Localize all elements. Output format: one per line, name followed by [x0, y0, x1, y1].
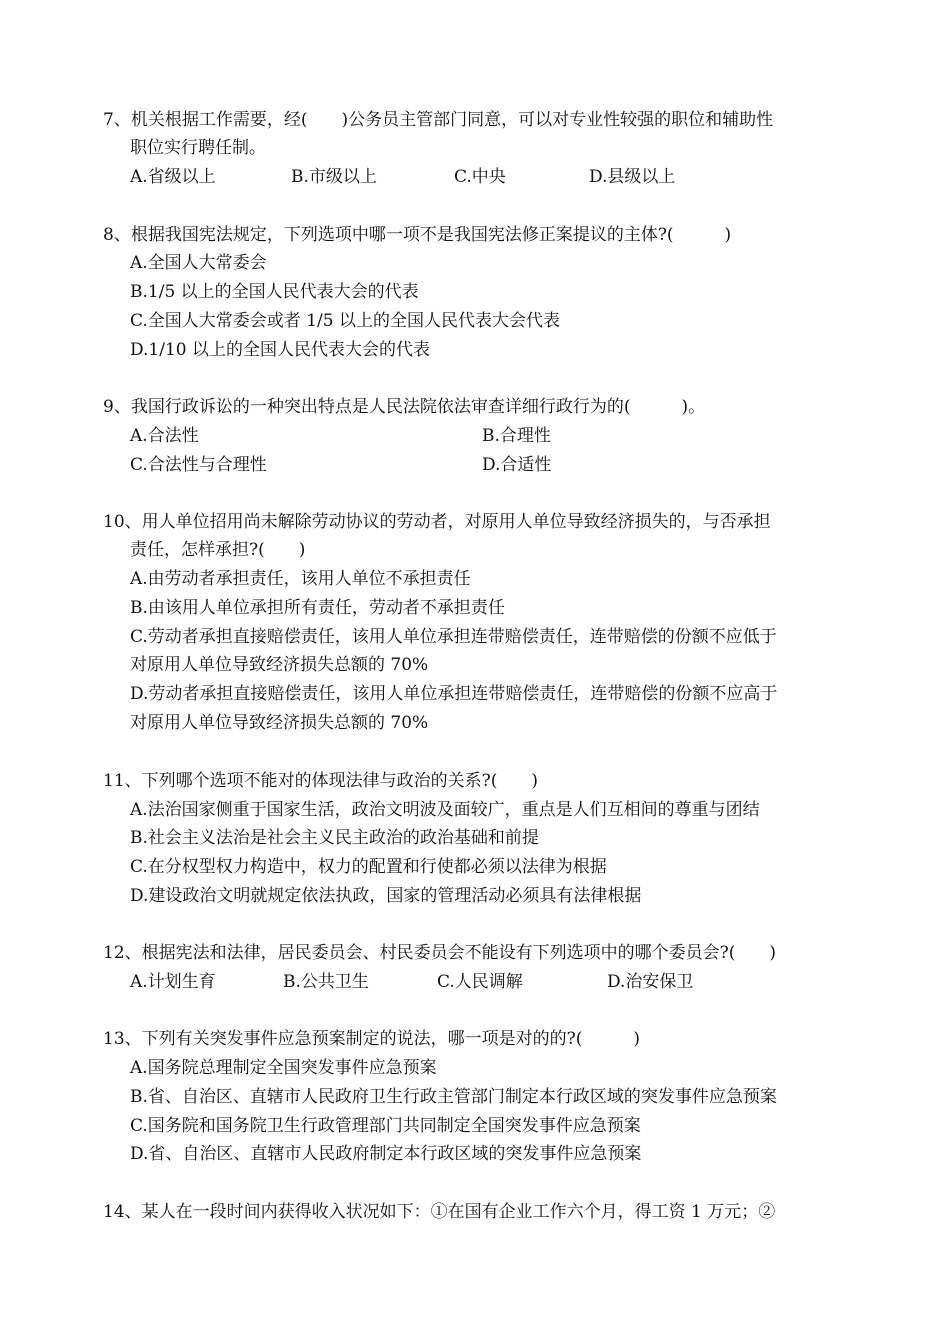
question-7-option-d: D.县级以上 [589, 167, 676, 187]
question-7-option-c: C.中央 [454, 167, 506, 187]
question-11-option-c: C.在分权型权力构造中，权力的配置和行使都必须以法律为根据 [130, 857, 607, 877]
question-8-option-d: D.1/10 以上的全国人民代表大会的代表 [130, 340, 431, 360]
question-10-option-c-cont: 对原用人单位导致经济损失总额的 70% [130, 655, 429, 675]
question-14-stem: 14、某人在一段时间内获得收入状况如下：①在国有企业工作六个月，得工资 1 万元；② [103, 1202, 776, 1222]
question-10-stem: 10、用人单位招用尚未解除劳动协议的劳动者，对原用人单位导致经济损失的，与否承担 [103, 512, 771, 532]
question-13-option-c: C.国务院和国务院卫生行政管理部门共同制定全国突发事件应急预案 [130, 1116, 641, 1136]
question-13-stem: 13、下列有关突发事件应急预案制定的说法，哪一项是对的的?( ) [103, 1029, 641, 1049]
question-7-option-b: B.市级以上 [291, 167, 377, 187]
question-11-option-a: A.法治国家侧重于国家生活，政治文明波及面较广，重点是人们互相间的尊重与团结 [130, 800, 760, 820]
question-12-option-d: D.治安保卫 [607, 972, 694, 992]
question-13-option-d: D.省、自治区、直辖市人民政府制定本行政区域的突发事件应急预案 [130, 1144, 642, 1164]
question-10-option-c: C.劳动者承担直接赔偿责任，该用人单位承担连带赔偿责任，连带赔偿的份额不应低于 [130, 627, 777, 647]
question-8-option-c: C.全国人大常委会或者 1/5 以上的全国人民代表大会代表 [130, 311, 560, 331]
question-9-option-b: B.合理性 [482, 426, 551, 446]
question-10-stem-cont: 责任，怎样承担?( ) [130, 540, 306, 560]
question-12-option-c: C.人民调解 [437, 972, 523, 992]
question-8-option-a: A.全国人大常委会 [130, 253, 267, 273]
question-12-option-a: A.计划生育 [130, 972, 216, 992]
question-7-option-a: A.省级以上 [130, 167, 216, 187]
question-11-stem: 11、下列哪个选项不能对的体现法律与政治的关系?( ) [103, 771, 539, 791]
question-10-option-a: A.由劳动者承担责任，该用人单位不承担责任 [130, 569, 471, 589]
question-10-option-d: D.劳动者承担直接赔偿责任，该用人单位承担连带赔偿责任，连带赔偿的份额不应高于 [130, 684, 778, 704]
question-13-option-a: A.国务院总理制定全国突发事件应急预案 [130, 1058, 437, 1078]
question-9-stem: 9、我国行政诉讼的一种突出特点是人民法院依法审查详细行政行为的( )。 [103, 397, 706, 417]
question-12-stem: 12、根据宪法和法律，居民委员会、村民委员会不能设有下列选项中的哪个委员会?( ) [103, 943, 777, 963]
question-7-stem: 7、机关根据工作需要，经( )公务员主管部门同意，可以对专业性较强的职位和辅助性 [103, 110, 774, 130]
question-8-option-b: B.1/5 以上的全国人民代表大会的代表 [130, 282, 419, 302]
question-7-stem-cont: 职位实行聘任制。 [130, 138, 266, 158]
question-9-option-a: A.合法性 [130, 426, 199, 446]
question-11-option-b: B.社会主义法治是社会主义民主政治的政治基础和前提 [130, 828, 539, 848]
question-12-option-b: B.公共卫生 [283, 972, 369, 992]
question-8-stem: 8、根据我国宪法规定，下列选项中哪一项不是我国宪法修正案提议的主体?( ) [103, 225, 732, 245]
question-13-option-b: B.省、自治区、直辖市人民政府卫生行政主管部门制定本行政区域的突发事件应急预案 [130, 1087, 777, 1107]
question-9-option-d: D.合适性 [482, 455, 552, 475]
question-11-option-d: D.建设政治文明就规定依法执政，国家的管理活动必须具有法律根据 [130, 886, 642, 906]
question-9-option-c: C.合法性与合理性 [130, 455, 267, 475]
question-10-option-b: B.由该用人单位承担所有责任，劳动者不承担责任 [130, 598, 505, 618]
question-10-option-d-cont: 对原用人单位导致经济损失总额的 70% [130, 713, 429, 733]
